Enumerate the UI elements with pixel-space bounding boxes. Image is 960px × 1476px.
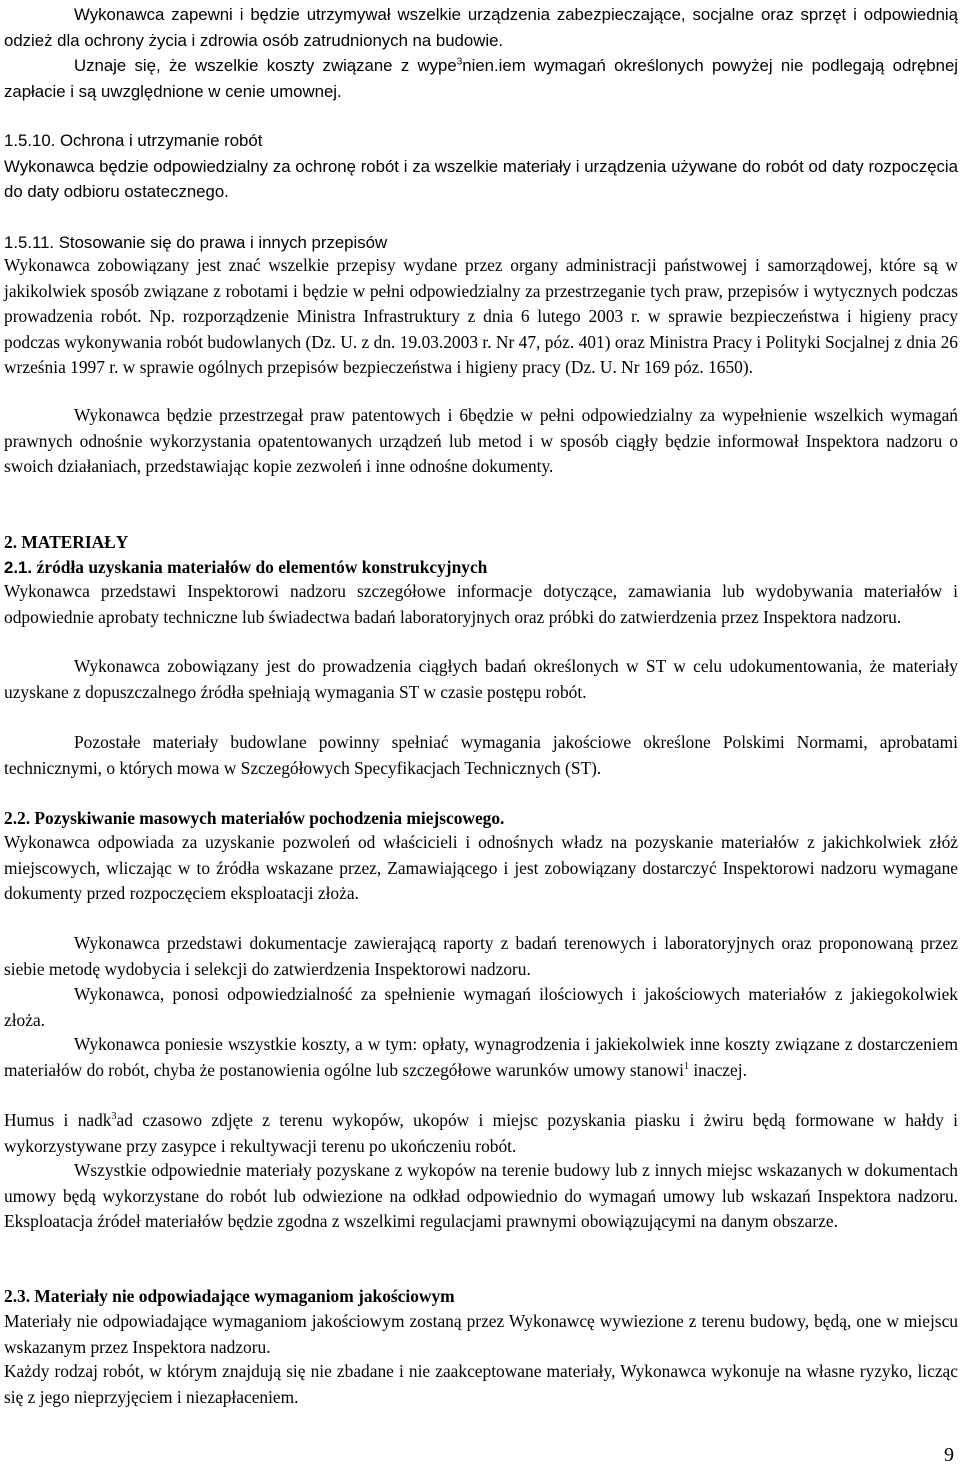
paragraph-2-1-c bbox=[4, 730, 958, 781]
paragraph-2-1-b bbox=[4, 654, 958, 705]
superscript: 3 bbox=[111, 1111, 117, 1123]
heading-2-2 bbox=[4, 806, 958, 832]
paragraph-text: Wykonawca zapewni i będzie utrzymywał wszelkie urządzenia zabezpieczające, socjalne oraz sprzęt i odpowiednią odzież dla ochrony życia i zdrowia osób zatrudnionych na budowie. bbox=[4, 5, 958, 50]
paragraph-2-2-b bbox=[4, 931, 958, 982]
paragraph-text: Wykonawca, ponosi odpowiedzialność za spełnienie wymagań ilościowych i jakościowych materiałów z jakiegokolwiek złoża. bbox=[4, 984, 958, 1030]
paragraph-text: ad czasowo zdjęte z terenu wykopów, ukopów i miejsc pozyskania piasku i żwiru będą formowane w hałdy i wykorzystywane przy zasypce i rekultywacji terenu po ukończeniu robót. bbox=[4, 1110, 958, 1156]
paragraph-text: Wykonawca odpowiada za uzyskanie pozwoleń od właścicieli i odnośnych władz na pozyskanie materiałów z jakichkolwiek złóż miejscowych, wliczając w to źródła wskazane przez, Zamawiającego i jest zobowiązany dostarczyć Inspektorowi nadzoru wymagane dokumenty przed rozpoczęciem eksploatacji złoża. bbox=[4, 832, 958, 904]
paragraph-text: Wykonawca będzie odpowiedzialny za ochronę robót i za wszelkie materiały i urządzenia używane do robót od daty rozpoczęcia do daty odbioru ostatecznego. bbox=[4, 156, 958, 202]
section-heading: 2. MATERIAŁY bbox=[4, 532, 129, 552]
paragraph-2-2-c bbox=[4, 982, 958, 1033]
paragraph-2-2-e bbox=[4, 1108, 958, 1159]
paragraph-text: Wykonawca zobowiązany jest znać wszelkie przepisy wydane przez organy administracji państwowej i samorządowej, które są w jakikolwiek sposób związane z robotami i będzie w pełni odpowiedzialny za przestrzeganie tych praw, przepisów i wytycznych podczas prowadzenia robót. Np. rozporządzenie Ministra Infrastruktury z dnia 6 lutego 2003 r. w sprawie bezpieczeństwa i higieny pracy podczas wykonywania robót budowlanych (Dz. U. z dn. 19.03.2003 r. Nr 47, póz. 401) oraz Ministra Pracy i Polityki Socjalnej z dnia 26 września 1997 r. w sprawie ogólnych przepisów bezpieczeństwa i higieny pracy (Dz. U. Nr 169 póz. 1650). bbox=[4, 255, 958, 378]
superscript: 3 bbox=[456, 56, 463, 68]
paragraph-2-3-a bbox=[4, 1309, 958, 1360]
paragraph-regulations bbox=[4, 253, 958, 381]
paragraph-text: Pozostałe materiały budowlane powinny spełniać wymagania jakościowe określone Polskimi Normami, aprobatami technicznymi, o których mowa w Szczegółowych Specyfikacjach Technicznych (ST). bbox=[4, 732, 958, 778]
paragraph-text: Wykonawca będzie przestrzegał praw patentowych i 6będzie w pełni odpowiedzialny za wypełnienie wszelkich wymagań prawnych odnośnie wykorzystania opatentowanych urządzeń lub metod i w sposób ciągły będzie informował Inspektora nadzoru o swoich działaniach, przedstawiając kopie zezwoleń i inne odnośne dokumenty. bbox=[4, 405, 958, 477]
paragraph-text: Materiały nie odpowiadające wymaganiom jakościowym zostaną przez Wykonawcę wywiezione z terenu budowy, będą, one w miejscu wskazanym przez Inspektora nadzoru. bbox=[4, 1311, 958, 1357]
paragraph-2-3-b bbox=[4, 1359, 958, 1410]
section-1-5-10 bbox=[4, 128, 958, 205]
page-number: 9 bbox=[944, 1444, 954, 1466]
paragraph-2-2-d bbox=[4, 1032, 958, 1083]
paragraph-text: Wykonawca zobowiązany jest do prowadzenia ciągłych badań określonych w ST w celu udokumentowania, że materiały uzyskane z dopuszczalnego źródła spełniają wymagania ST w czasie postępu robót. bbox=[4, 656, 958, 702]
paragraph-text: Wykonawca przedstawi dokumentacje zawierającą raporty z badań terenowych i laboratoryjnych oraz proponowaną przez siebie metodę wydobycia i selekcji do zatwierdzenia Inspektorowi nadzoru. bbox=[4, 933, 958, 979]
section-1-5-11-heading bbox=[4, 230, 958, 254]
paragraph-2-1-a bbox=[4, 579, 958, 630]
paragraph-text: Wszystkie odpowiednie materiały pozyskane z wykopów na terenie budowy lub z innych miejsc wskazanych w dokumentach umowy będą wykorzystane do robót lub odwiezione na odkład odpowiednio do wymagań umowy lub wskazań Inspektora nadzoru. Eksploatacja źródeł materiałów będzie zgodna z wszelkimi regulacjami prawnymi obowiązującymi na danym obszarze. bbox=[4, 1160, 958, 1232]
paragraph-text: Wykonawca przedstawi Inspektorowi nadzoru szczegółowe informacje dotyczące, zamawiania lub wydobywania materiałów i odpowiednie aprobaty techniczne lub świadectwa badań laboratoryjnych oraz próbki do zatwierdzenia przez Inspektora nadzoru. bbox=[4, 581, 958, 627]
paragraph-costs bbox=[4, 53, 958, 104]
superscript: 1 bbox=[683, 1060, 689, 1072]
heading-materials bbox=[4, 530, 958, 556]
section-heading: 2.3. Materiały nie odpowiadające wymaganiom jakościowym bbox=[4, 1286, 455, 1306]
section-heading: 1.5.10. Ochrona i utrzymanie robót bbox=[4, 131, 263, 150]
paragraph-2-2-f bbox=[4, 1158, 958, 1235]
paragraph-text: nien.iem wymagań określonych powyżej nie podlegają odrębnej zapłacie i są uwzględnione w cenie umownej. bbox=[4, 56, 958, 101]
paragraph-text: Każdy rodzaj robót, w którym znajdują się nie zbadane i nie zaakceptowane materiały, Wykonawca wykonuje na własne ryzyko, licząc się z jego nieprzyjęciem i niezapłaceniem. bbox=[4, 1361, 958, 1407]
paragraph-text: Wykonawca poniesie wszystkie koszty, a w tym: opłaty, wynagrodzenia i jakiekolwiek inne koszty związane z dostarczeniem materiałów do robót, chyba że postanowienia ogólne lub szczegółowe warunków umowy stanowi bbox=[4, 1034, 958, 1080]
paragraph-text: inaczej. bbox=[688, 1059, 747, 1080]
paragraph-2-2-a bbox=[4, 830, 958, 907]
section-number: 2.1. bbox=[4, 558, 37, 577]
paragraph-text: Humus i nadk bbox=[4, 1110, 112, 1130]
paragraph-text: Uznaje się, że wszelkie koszty związane z wype bbox=[74, 56, 457, 75]
section-heading: źródła uzyskania materiałów do elementów konstrukcyjnych bbox=[36, 557, 488, 577]
heading-2-3 bbox=[4, 1284, 958, 1310]
paragraph-patents bbox=[4, 403, 958, 480]
heading-2-1 bbox=[4, 555, 958, 581]
section-heading: 2.2. Pozyskiwanie masowych materiałów pochodzenia miejscowego. bbox=[4, 808, 505, 828]
paragraph-safety-equipment bbox=[4, 2, 958, 53]
section-heading: 1.5.11. Stosowanie się do prawa i innych przepisów bbox=[4, 233, 388, 252]
